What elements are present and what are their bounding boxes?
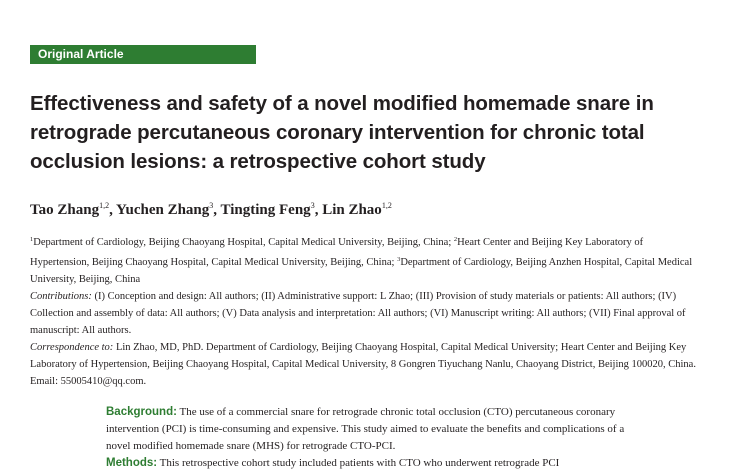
author-affiliation: 1,2	[99, 201, 110, 210]
author-name: Yuchen Zhang	[116, 202, 210, 218]
affiliation-1: Department of Cardiology, Beijing Chaoyang Hospital, Capital Medical University, Beijing, China;	[33, 237, 454, 248]
affiliation-3: Department of Cardiology, Beijing Anzhen Hospital, Capital Medical University, Beijing, China	[30, 257, 693, 285]
background-heading: Background:	[106, 406, 177, 418]
author-affiliation: 3	[209, 201, 214, 210]
author-name: Lin Zhao	[322, 202, 382, 218]
author-separator: ,	[109, 202, 117, 218]
correspondence-label: Correspondence to:	[30, 342, 114, 353]
correspondence	[30, 339, 702, 390]
abstract-methods	[106, 455, 626, 472]
author-affiliation: 3	[310, 201, 315, 210]
affiliation-2: Heart Center and Beijing Key Laboratory of Hypertension, Beijing Chaoyang Hospital, Capital Medical University, Beijing, China;	[30, 237, 644, 268]
article-title: Effectiveness and safety of a novel modified homemade snare in retrograde percutaneous coronary intervention for chronic total occlusion lesions: a retrospective cohort study	[30, 92, 654, 173]
author-affiliation: 1,2	[381, 201, 392, 210]
background-text: The use of a commercial snare for retrograde chronic total occlusion (CTO) percutaneous coronary intervention (PCI) is time-consuming and expensive. This study aimed to evaluate the benefits and complications of a novel modified homemade snare (MHS) for retrograde CTO-PCI.	[106, 406, 625, 452]
correspondence-text: Lin Zhao, MD, PhD. Department of Cardiology, Beijing Chaoyang Hospital, Capital Medical University; Heart Center and Beijing Key Laboratory of Hypertension, Beijing Chaoyang Hospital, Capital Medical University, 8 Gongren Tiyuchang Nanlu, Chaoyang District, Beijing 100020, China. Email: 55005410@qq.com.	[30, 342, 696, 387]
author-separator: ,	[213, 202, 221, 218]
contributions-text: (I) Conception and design: All authors; (II) Administrative support: L Zhao; (III) Provision of study materials or patients: All authors; (IV) Collection and assembly of data: All authors; (V) Data analysis and interpretation: All authors; (VI) Manuscript writing: All authors; (VII) Final approval of manuscript: All authors.	[30, 291, 686, 336]
methods-heading: Methods:	[106, 457, 158, 469]
contributions	[30, 288, 702, 339]
affiliation-number: 1	[30, 236, 34, 243]
article-metadata	[30, 231, 702, 390]
methods-text: This retrospective cohort study included patients with CTO who underwent retrograde PCI	[157, 457, 560, 469]
abstract	[106, 404, 626, 472]
affiliations	[30, 231, 702, 288]
author-name: Tao Zhang	[30, 202, 100, 218]
affiliation-number: 3	[397, 256, 401, 263]
article-type-badge: Original Article	[30, 45, 256, 64]
affiliation-number: 2	[453, 236, 458, 243]
author-list	[30, 196, 710, 220]
author-name: Tingting Feng	[220, 202, 311, 218]
abstract-background	[106, 404, 626, 455]
contributions-label: Contributions:	[30, 291, 92, 302]
author-separator: ,	[314, 202, 323, 218]
